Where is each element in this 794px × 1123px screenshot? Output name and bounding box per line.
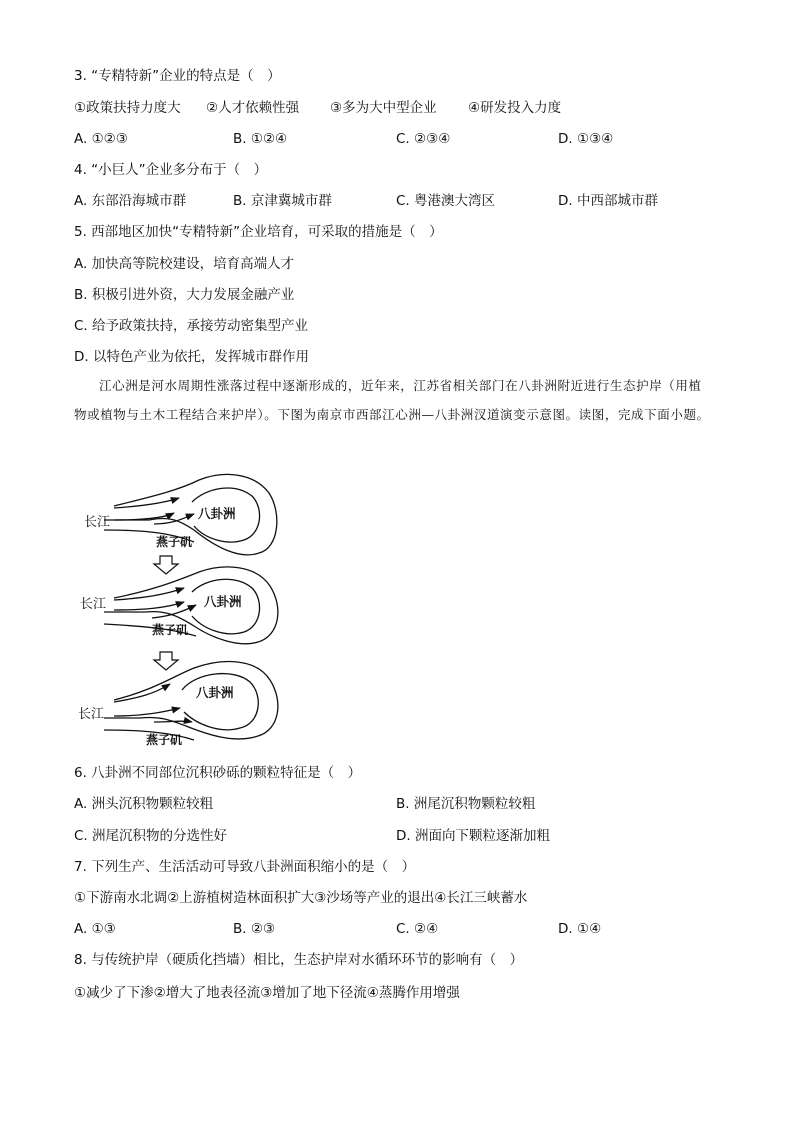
stage-2-island-label: 八卦洲 bbox=[204, 594, 242, 609]
q5-option-b: B. 积极引进外资，大力发展金融产业 bbox=[74, 287, 295, 303]
reading-passage bbox=[74, 371, 714, 429]
q8-statements: ①减少了下渗②增大了地表径流③增加了地下径流④蒸腾作用增强 bbox=[74, 985, 460, 1001]
q8-stem: 8. 与传统护岸（硬质化挡墙）相比，生态护岸对水循环环节的影响有（ ） bbox=[74, 952, 524, 968]
down-arrow-icon bbox=[154, 652, 178, 670]
q5-stem: 5. 西部地区加快“专精特新”企业培育，可采取的措施是（ ） bbox=[74, 224, 443, 240]
stage-3-diagram bbox=[104, 662, 278, 740]
down-arrow-icon bbox=[154, 556, 178, 574]
q7-option-b: B. ②③ bbox=[233, 921, 276, 937]
q4-option-a: A. 东部沿海城市群 bbox=[74, 193, 187, 209]
q3-stem: 3. “专精特新”企业的特点是（ ） bbox=[74, 68, 281, 84]
stage-3-island-label: 八卦洲 bbox=[196, 685, 234, 700]
q6-stem: 6. 八卦洲不同部位沉积砂砾的颗粒特征是（ ） bbox=[74, 765, 362, 781]
q6-option-b: B. 洲尾沉积物颗粒较粗 bbox=[396, 796, 536, 812]
q7-option-c: C. ②④ bbox=[396, 921, 439, 937]
q4-option-c: C. 粤港澳大湾区 bbox=[396, 193, 496, 209]
bagua-island-evolution-figure bbox=[74, 468, 294, 758]
q3-statement-1: ①政策扶持力度大 bbox=[74, 100, 181, 116]
q4-option-d: D. 中西部城市群 bbox=[558, 193, 658, 209]
q6-option-a: A. 洲头沉积物颗粒较粗 bbox=[74, 796, 214, 812]
q3-option-c: C. ②③④ bbox=[396, 131, 451, 147]
stage-3-river-label: 长江 bbox=[78, 707, 105, 722]
q7-option-a: A. ①③ bbox=[74, 921, 116, 937]
q3-statement-3: ③多为大中型企业 bbox=[330, 100, 437, 116]
q5-option-a: A. 加快高等院校建设，培育高端人才 bbox=[74, 256, 295, 272]
stage-2-diagram bbox=[104, 567, 278, 644]
q3-option-b: B. ①②④ bbox=[233, 131, 288, 147]
stage-1-rock-label: 燕子矶 bbox=[156, 535, 193, 549]
q6-option-d: D. 洲面向下颗粒逐渐加粗 bbox=[396, 828, 550, 844]
stage-1-island-label: 八卦洲 bbox=[198, 506, 236, 521]
q7-option-d: D. ①④ bbox=[558, 921, 602, 937]
stage-2-rock-label: 燕子矶 bbox=[152, 623, 189, 637]
stage-3-rock-label: 燕子矶 bbox=[146, 733, 183, 747]
q4-option-b: B. 京津冀城市群 bbox=[233, 193, 332, 209]
q3-statement-4: ④研发投入力度 bbox=[468, 100, 562, 116]
q6-option-c: C. 洲尾沉积物的分选性好 bbox=[74, 828, 228, 844]
q5-option-c: C. 给予政策扶持，承接劳动密集型产业 bbox=[74, 318, 309, 334]
q4-stem: 4. “小巨人”企业多分布于（ ） bbox=[74, 162, 268, 178]
q5-option-d: D. 以特色产业为依托，发挥城市群作用 bbox=[74, 349, 309, 365]
q3-statement-2: ②人才依赖性强 bbox=[206, 100, 300, 116]
q3-option-a: A. ①②③ bbox=[74, 131, 128, 147]
q3-option-d: D. ①③④ bbox=[558, 131, 614, 147]
stage-2-river-label: 长江 bbox=[80, 597, 107, 612]
reading-passage-text: 江心洲是河水周期性涨落过程中逐渐形成的，近年来，江苏省相关部门在八卦洲附近进行生态护岸（用植物或植物与土木工程结合来护岸）。下图为南京市西部江心洲—八卦洲汊道演变示意图。读图，完成下面小题。 bbox=[74, 378, 710, 422]
q7-stem: 7. 下列生产、生活活动可导致八卦洲面积缩小的是（ ） bbox=[74, 859, 416, 875]
q7-statements: ①下游南水北调②上游植树造林面积扩大③沙场等产业的退出④长江三峡蓄水 bbox=[74, 890, 528, 906]
stage-1-river-label: 长江 bbox=[84, 515, 111, 530]
